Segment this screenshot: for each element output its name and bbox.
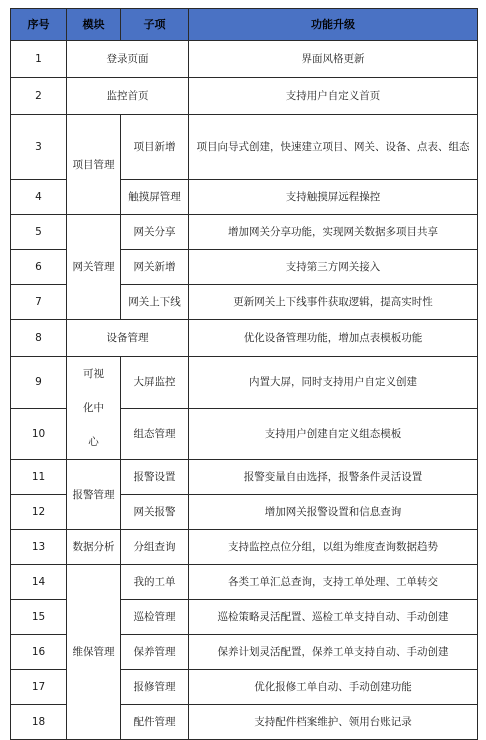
row-feature: 增加网关报警设置和信息查询	[189, 495, 478, 530]
table-row	[11, 320, 478, 357]
row-feature: 支持配件档案维护、领用台账记录	[189, 705, 478, 740]
row-feature: 优化报修工单自动、手动创建功能	[189, 670, 478, 705]
row-subitem: 报警设置	[121, 460, 189, 495]
row-feature: 支持用户自定义首页	[189, 78, 478, 115]
feature-upgrade-table	[10, 8, 478, 740]
row-no: 18	[11, 705, 67, 740]
row-feature: 更新网关上下线事件获取逻辑，提高实时性	[189, 285, 478, 320]
table-row	[11, 115, 478, 180]
row-feature: 支持用户创建自定义组态模板	[189, 408, 478, 460]
header-module: 模块	[67, 9, 121, 41]
row-no: 6	[11, 250, 67, 285]
row-subitem: 网关分享	[121, 215, 189, 250]
row-subitem: 我的工单	[121, 565, 189, 600]
row-no: 12	[11, 495, 67, 530]
row-module: 设备管理	[67, 320, 189, 357]
row-no: 10	[11, 408, 67, 460]
row-subitem: 配件管理	[121, 705, 189, 740]
row-module: 登录页面	[67, 41, 189, 78]
row-no: 17	[11, 670, 67, 705]
header-feature: 功能升级	[189, 9, 478, 41]
table-row	[11, 357, 478, 409]
row-no: 14	[11, 565, 67, 600]
row-feature: 增加网关分享功能，实现网关数据多项目共享	[189, 215, 478, 250]
row-feature: 支持监控点位分组，以组为维度查询数据趋势	[189, 530, 478, 565]
row-subitem: 保养管理	[121, 635, 189, 670]
table-row	[11, 78, 478, 115]
row-subitem: 大屏监控	[121, 357, 189, 409]
row-module: 维保管理	[67, 565, 121, 740]
row-no: 3	[11, 115, 67, 180]
header-subitem: 子项	[121, 9, 189, 41]
row-no: 5	[11, 215, 67, 250]
row-subitem: 项目新增	[121, 115, 189, 180]
row-subitem: 巡检管理	[121, 600, 189, 635]
row-module: 数据分析	[67, 530, 121, 565]
table-row	[11, 565, 478, 600]
row-feature: 支持触摸屏远程操控	[189, 180, 478, 215]
row-subitem: 组态管理	[121, 408, 189, 460]
row-subitem: 网关报警	[121, 495, 189, 530]
row-feature: 报警变量自由选择，报警条件灵活设置	[189, 460, 478, 495]
row-module: 监控首页	[67, 78, 189, 115]
table-row	[11, 460, 478, 495]
row-feature: 各类工单汇总查询，支持工单处理、工单转交	[189, 565, 478, 600]
row-subitem: 分组查询	[121, 530, 189, 565]
row-feature: 优化设备管理功能，增加点表模板功能	[189, 320, 478, 357]
table-header-row	[11, 9, 478, 41]
row-no: 4	[11, 180, 67, 215]
row-subitem: 网关上下线	[121, 285, 189, 320]
row-feature: 保养计划灵活配置，保养工单支持自动、手动创建	[189, 635, 478, 670]
row-no: 2	[11, 78, 67, 115]
table-row	[11, 530, 478, 565]
row-feature: 支持第三方网关接入	[189, 250, 478, 285]
row-module: 网关管理	[67, 215, 121, 320]
row-module: 可视化中心	[67, 357, 121, 460]
row-no: 8	[11, 320, 67, 357]
row-no: 13	[11, 530, 67, 565]
row-no: 1	[11, 41, 67, 78]
row-no: 9	[11, 357, 67, 409]
header-no: 序号	[11, 9, 67, 41]
row-module: 项目管理	[67, 115, 121, 215]
row-no: 16	[11, 635, 67, 670]
row-feature: 内置大屏，同时支持用户自定义创建	[189, 357, 478, 409]
table-row	[11, 215, 478, 250]
row-no: 7	[11, 285, 67, 320]
row-feature: 项目向导式创建，快速建立项目、网关、设备、点表、组态	[189, 115, 478, 180]
row-module: 报警管理	[67, 460, 121, 530]
row-feature: 巡检策略灵活配置、巡检工单支持自动、手动创建	[189, 600, 478, 635]
row-feature: 界面风格更新	[189, 41, 478, 78]
table-row	[11, 41, 478, 78]
row-subitem: 网关新增	[121, 250, 189, 285]
row-subitem: 触摸屏管理	[121, 180, 189, 215]
row-subitem: 报修管理	[121, 670, 189, 705]
row-no: 11	[11, 460, 67, 495]
row-no: 15	[11, 600, 67, 635]
